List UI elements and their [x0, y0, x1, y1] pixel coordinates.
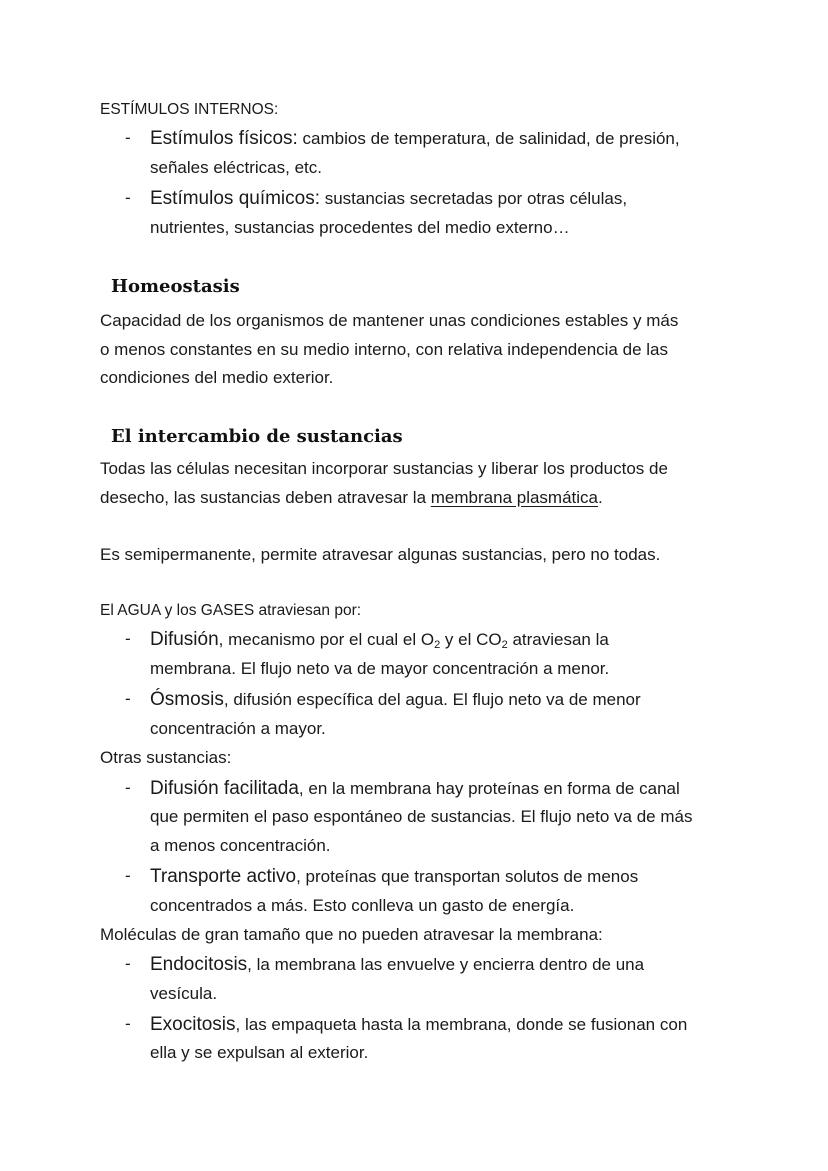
bullet-dash: - [125, 866, 131, 885]
bullet-dash: - [125, 689, 131, 708]
list-item-estimulos-fisicos: Estímulos físicos: cambios de temperatura, de salinidad, de presión, [150, 128, 680, 149]
section-label-estimulos: ESTÍMULOS INTERNOS: [100, 101, 279, 118]
list-item-exocitosis: Exocitosis, las empaqueta hasta la membrana, donde se fusionan con [150, 1014, 688, 1035]
paragraph-semipermanente: Es semipermanente, permite atravesar algunas sustancias, pero no todas. [100, 545, 661, 564]
list-item-continuation: membrana. El flujo neto va de mayor concentración a menor. [150, 659, 610, 678]
section-label-moleculas: Moléculas de gran tamaño que no pueden atravesar la membrana: [100, 925, 603, 944]
bullet-dash: - [125, 954, 131, 973]
bullet-dash: - [125, 629, 131, 648]
list-item-transporte-activo: Transporte activo, proteínas que transportan solutos de menos [150, 866, 639, 887]
list-item-difusion: Difusión, mecanismo por el cual el $O_2$ y el $CO_2$ atraviesan la [150, 629, 609, 651]
term-exocitosis: Exocitosis [150, 1014, 236, 1035]
section-label-agua-gases: El AGUA y los GASES atraviesan por: [100, 602, 362, 619]
list-item-continuation: señales eléctricas, etc. [150, 158, 322, 177]
term-difusion-facilitada: Difusión facilitada [150, 778, 299, 799]
term-endocitosis: Endocitosis [150, 954, 248, 975]
list-item-endocitosis: Endocitosis, la membrana las envuelve y encierra dentro de una [150, 954, 645, 975]
paragraph-line: Capacidad de los organismos de mantener unas condiciones estables y más [100, 311, 679, 330]
bullet-dash: - [125, 1014, 131, 1033]
bullet-dash: - [125, 778, 131, 797]
paragraph-line: Todas las células necesitan incorporar sustancias y liberar los productos de [100, 459, 668, 478]
term-transporte-activo: Transporte activo [150, 866, 297, 887]
list-item-continuation: concentrados a más. Esto conlleva un gasto de energía. [150, 896, 575, 915]
list-item-continuation: ella y se expulsan al exterior. [150, 1043, 369, 1062]
list-item-continuation: nutrientes, sustancias procedentes del medio externo… [150, 218, 570, 237]
section-label-otras: Otras sustancias: [100, 748, 232, 767]
list-item-continuation: a menos concentración. [150, 836, 331, 855]
bullet-dash: - [125, 188, 131, 207]
bullet-dash: - [125, 128, 131, 147]
term-estimulos-fisicos: Estímulos físicos: [150, 128, 298, 149]
list-item-continuation: que permiten el paso espontáneo de sustancias. El flujo neto va de más [150, 807, 693, 826]
heading-homeostasis: Homeostasis [111, 276, 240, 297]
paragraph-line: desecho, las sustancias deben atravesar la membrana plasmática. [100, 488, 603, 507]
list-item-estimulos-quimicos: Estímulos químicos: sustancias secretadas por otras células, [150, 188, 628, 209]
list-item-difusion-facilitada: Difusión facilitada, en la membrana hay proteínas en forma de canal [150, 778, 680, 799]
term-estimulos-quimicos: Estímulos químicos: [150, 188, 320, 209]
paragraph-line: condiciones del medio exterior. [100, 368, 334, 387]
membrana-plasmatica-term: membrana plasmática [430, 488, 599, 507]
term-osmosis: Ósmosis [150, 689, 224, 710]
list-item-osmosis: Ósmosis, difusión específica del agua. El flujo neto va de menor [150, 689, 641, 710]
paragraph-line: o menos constantes en su medio interno, con relativa independencia de las [100, 340, 668, 359]
list-item-continuation: vesícula. [150, 984, 218, 1003]
heading-intercambio: El intercambio de sustancias [111, 426, 403, 447]
list-item-continuation: concentración a mayor. [150, 719, 326, 738]
term-difusion: Difusión [150, 629, 219, 650]
